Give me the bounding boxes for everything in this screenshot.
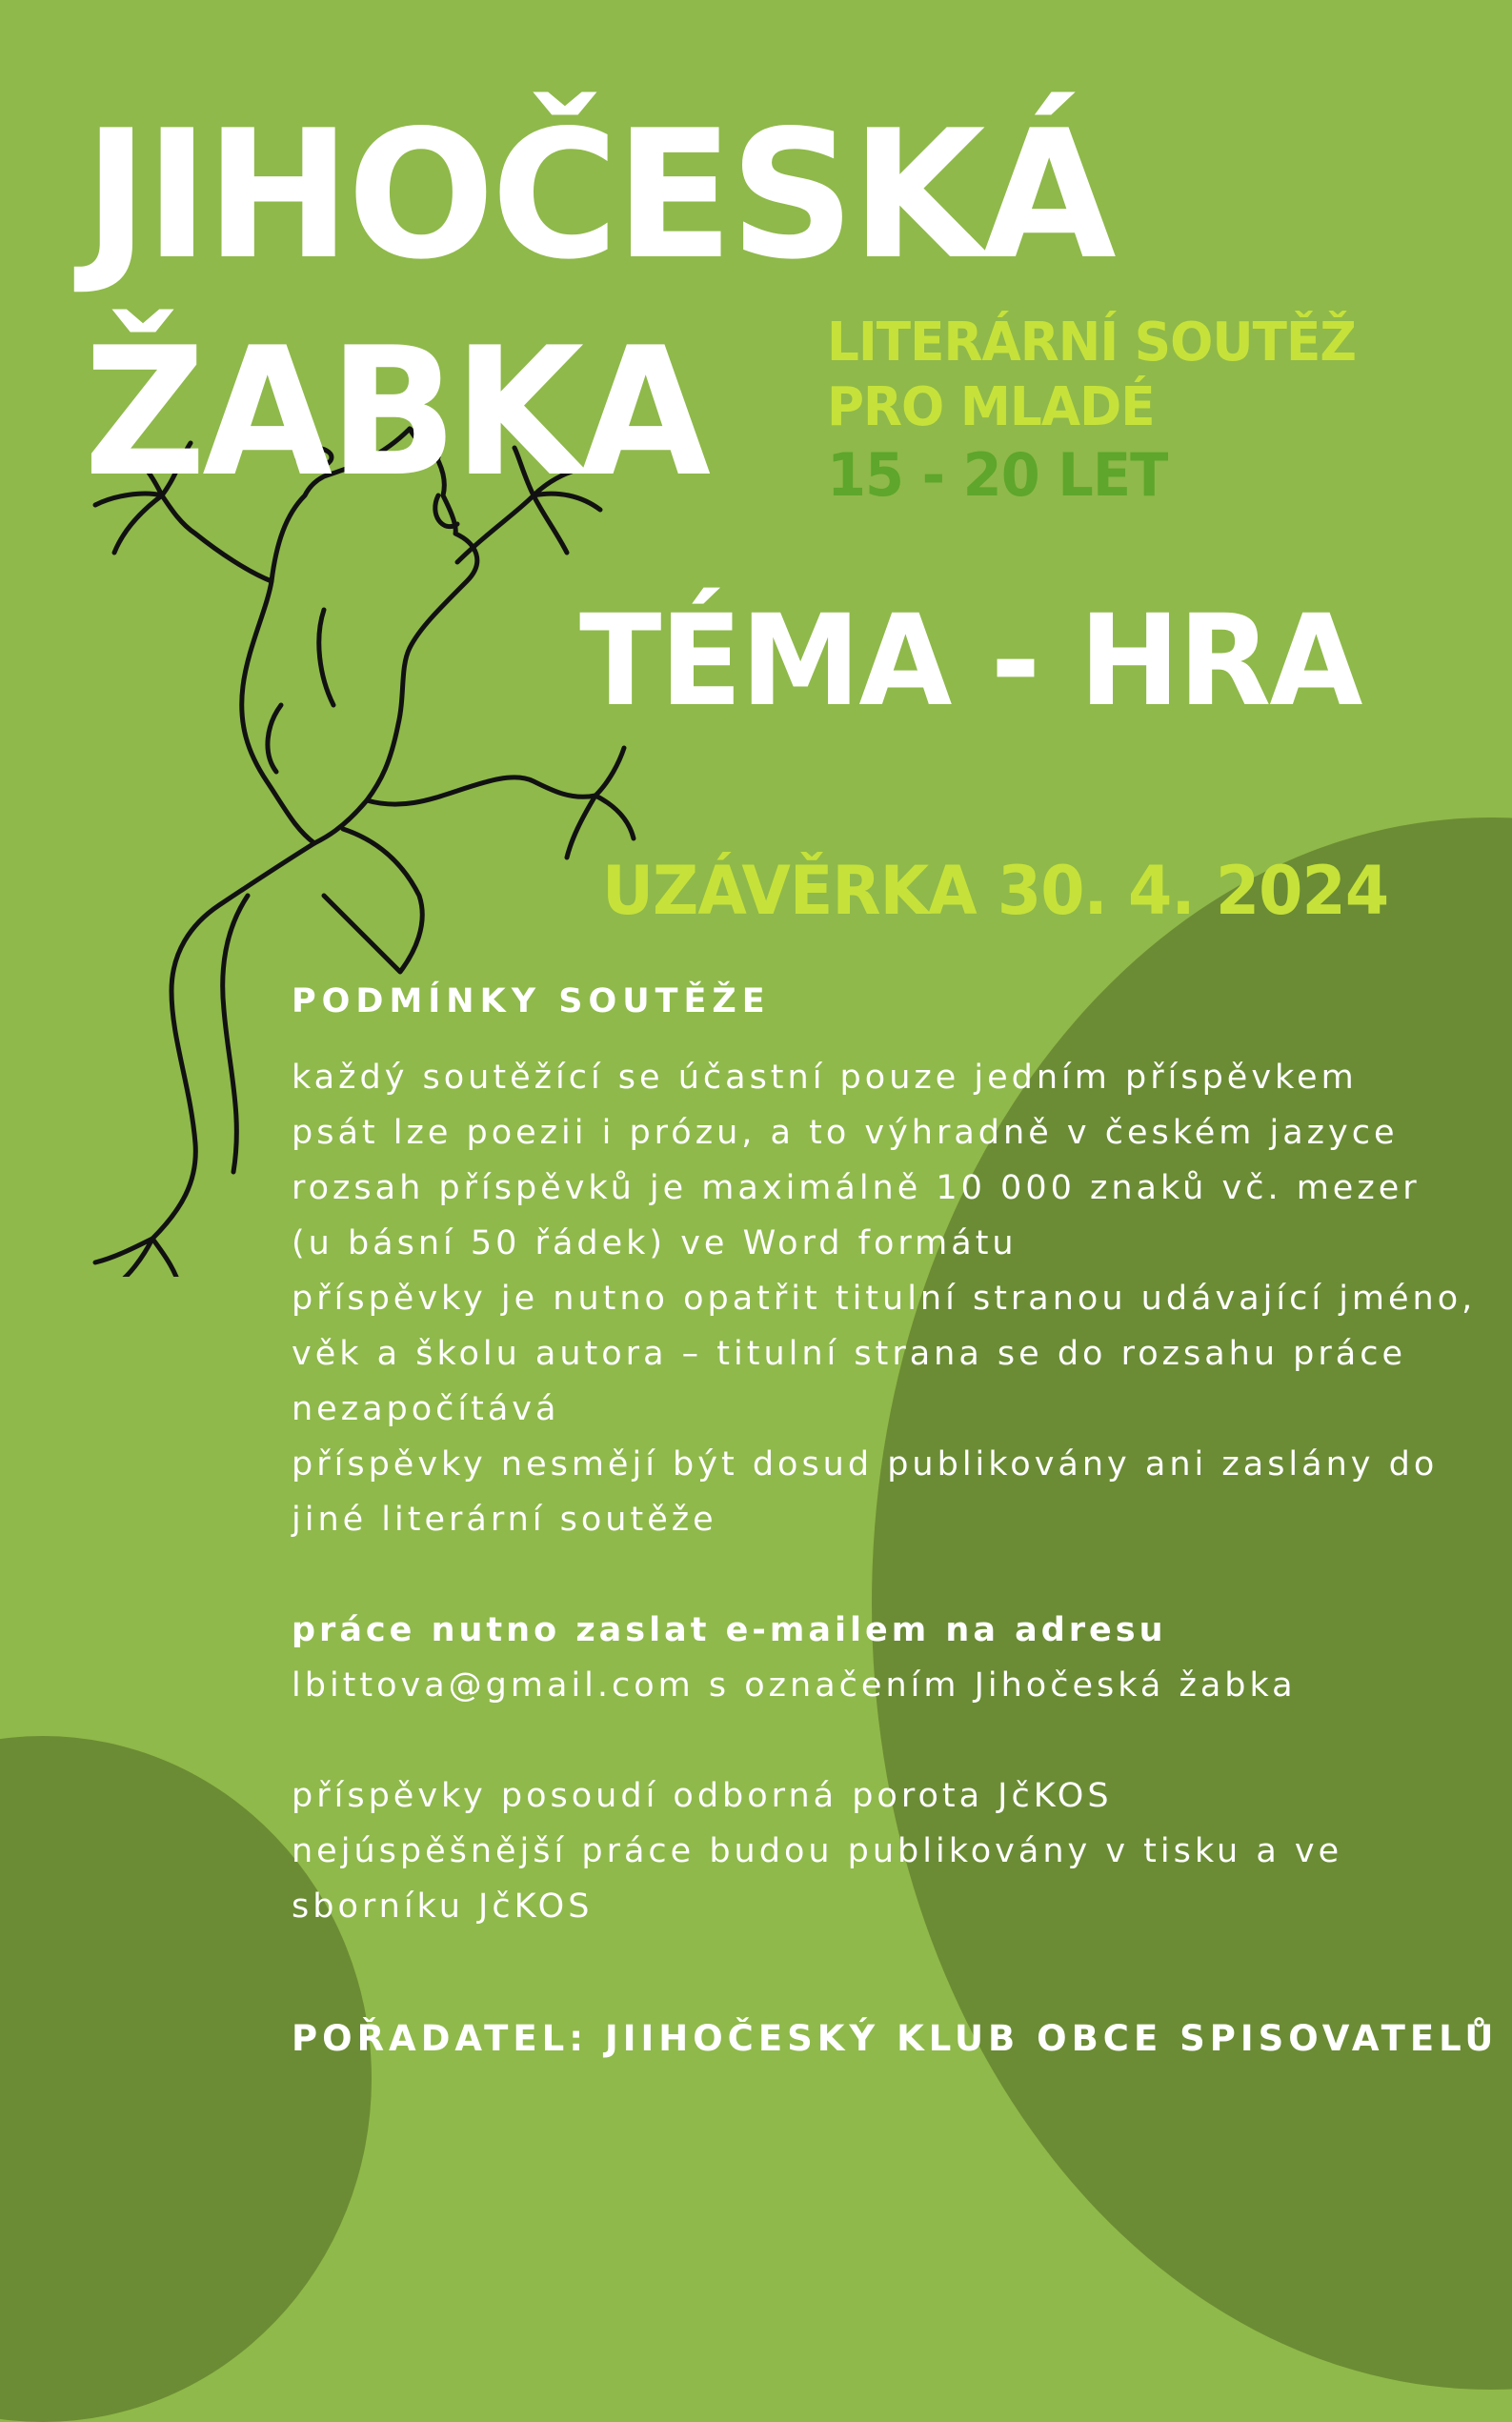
spacer — [292, 1713, 1502, 1768]
theme-heading: TÉMA - HRA — [579, 588, 1361, 735]
poster-title-line1: JIHOČESKÁ — [84, 91, 1113, 298]
condition-line: psát lze poezii i prózu, a to výhradně v českém jazyce — [292, 1114, 1399, 1152]
jury-line: příspěvky posoudí odborná porota JčKOS — [292, 1777, 1113, 1815]
condition-line: jiné literární soutěže — [292, 1501, 717, 1539]
condition-line: příspěvky nesmějí být dosud publikovány ani zaslány do — [292, 1445, 1439, 1483]
condition-line: rozsah příspěvků je maximálně 10 000 znaků vč. mezer — [292, 1169, 1421, 1207]
organizer-footer: POŘADATEL: JIIHOČESKÝ KLUB OBCE SPISOVATELŮ — [292, 2018, 1499, 2059]
condition-line: nezapočítává — [292, 1390, 560, 1428]
subtitle-line2: PRO MLADÉ — [827, 376, 1155, 438]
condition-line: příspěvky je nutno opatřit titulní stranou udávající jméno, — [292, 1280, 1477, 1318]
subtitle-age-range: 15 - 20 LET — [827, 440, 1168, 510]
spacer — [292, 1547, 1502, 1603]
subtitle-line1: LITERÁRNÍ SOUTĚŽ — [827, 312, 1357, 373]
condition-line: každý soutěžící se účastní pouze jedním příspěvkem — [292, 1059, 1358, 1097]
jury-line: sborníku JčKOS — [292, 1887, 594, 1926]
submission-email-line: lbittova@gmail.com s označením Jihočeská žabka — [292, 1666, 1297, 1705]
conditions-heading: PODMÍNKY SOUTĚŽE — [292, 982, 771, 1020]
condition-line: věk a školu autora – titulní strana se do rozsahu práce — [292, 1335, 1406, 1373]
jury-line: nejúspěšnější práce budou publikovány v tisku a ve — [292, 1832, 1343, 1870]
submission-heading: práce nutno zaslat e-mailem na adresu — [292, 1611, 1167, 1649]
conditions-section — [292, 974, 1502, 1934]
deadline-heading: UZÁVĚRKA 30. 4. 2024 — [602, 852, 1389, 930]
poster-title-line2: ŽABKA — [84, 309, 708, 515]
condition-line: (u básní 50 řádek) ve Word formátu — [292, 1224, 1018, 1262]
